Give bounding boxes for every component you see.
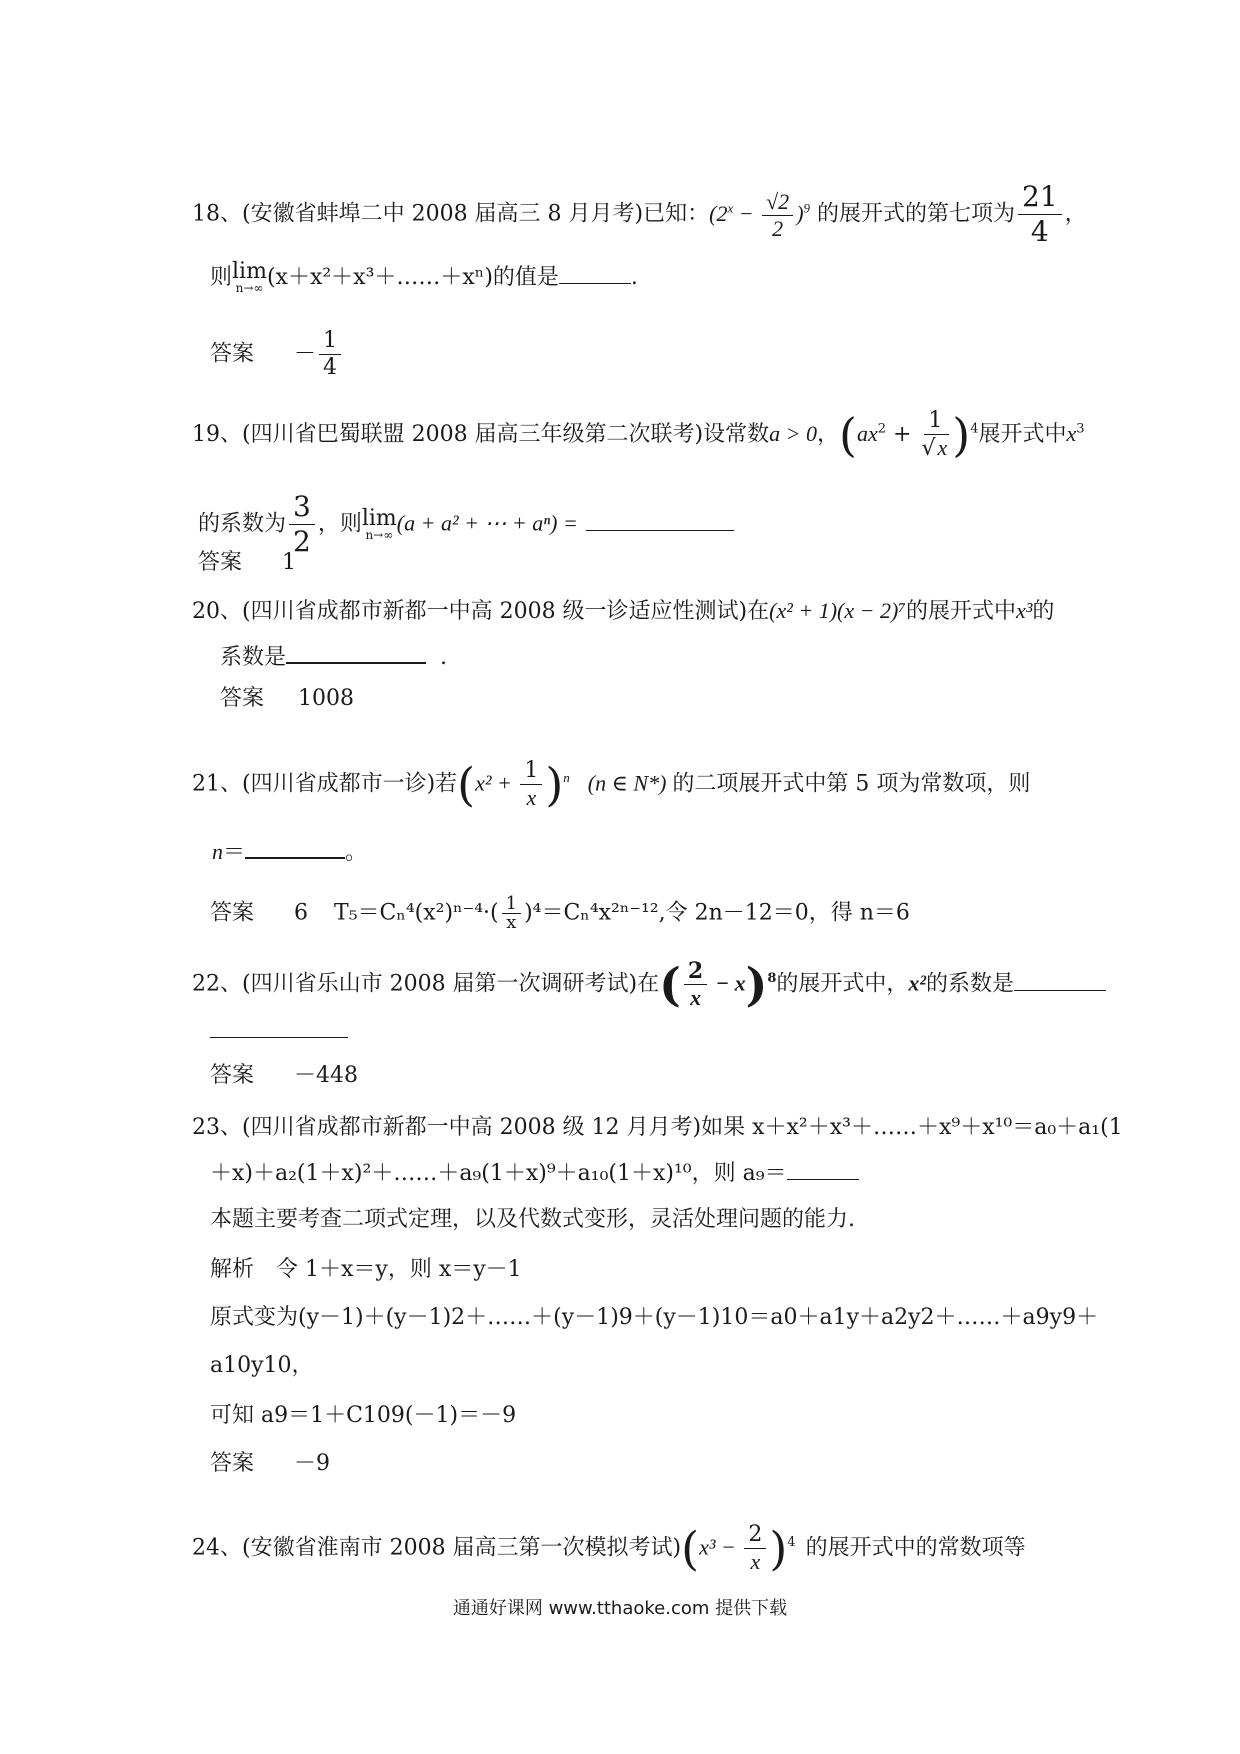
q19-answer-value: 1 <box>282 550 297 575</box>
q21-frac-den: x <box>526 785 537 810</box>
q21-answer-blank <box>245 857 345 859</box>
q20-line1 <box>192 597 1054 626</box>
q19-line2-pre: 的系数为 <box>198 511 287 537</box>
q22-pow: 8 <box>767 971 777 987</box>
q24-expr-x3: x³ − <box>699 1534 742 1560</box>
q18-expr-close: ) <box>796 200 804 226</box>
q20-line2-text: 系数是 <box>220 645 287 670</box>
q19-answer <box>198 549 296 577</box>
q23-answer-value: －9 <box>294 1451 331 1476</box>
q21-pow: n <box>563 770 570 786</box>
q18-frac-den: 2 <box>772 215 784 241</box>
q19-condition: a > 0 <box>769 421 818 446</box>
q24-pow: 4 <box>787 1535 796 1551</box>
q18-term-value <box>1018 180 1062 249</box>
q19-line2-mid: ，则 <box>317 511 362 537</box>
q19-coef-num: 3 <box>289 490 315 525</box>
q24-source: 、(安徽省淮南市 2008 届高三第一次模拟考试) <box>220 1535 682 1561</box>
q18-line1 <box>192 180 1087 249</box>
q19-x3-pow: 3 <box>1076 421 1085 437</box>
q22-frac-2-x <box>684 958 707 1011</box>
q23-transform-1: 原式变为(y－1)＋(y－1)2＋……＋(y－1)9＋(y－1)10＝a0＋a1y＋a2y2＋……＋a9y9＋ <box>210 1305 1099 1330</box>
q21-paren-open: ( <box>457 757 476 812</box>
q21-line2-n: n <box>212 839 223 864</box>
q19-limit <box>361 505 397 542</box>
q19-expr-ax: ax <box>856 421 878 446</box>
q21-answer-expl-a: T₅＝Cₙ⁴(x²)ⁿ⁻⁴·( <box>334 900 499 926</box>
q18-ans-den: 4 <box>323 355 338 380</box>
q22-line2 <box>210 1018 348 1046</box>
q22-answer-blank-2 <box>210 1037 348 1038</box>
q20-number: 20 <box>192 599 220 624</box>
q21-expr-x2: x² + <box>475 770 518 796</box>
q23-analysis-label: 解析 <box>210 1257 255 1282</box>
q18-lim-top: lim <box>232 259 267 284</box>
q22-answer-label: 答案 <box>210 1063 255 1088</box>
q23-analysis-text: 令 1＋x＝y，则 x＝y－1 <box>276 1257 522 1282</box>
q21-mid: 的二项展开式中第 5 项为常数项，则 <box>672 771 1031 797</box>
q18-answer-label: 答案 <box>210 341 255 367</box>
q24-line1 <box>192 1522 1026 1575</box>
q21-line2-end: 。 <box>345 840 368 865</box>
q19-lim-top: lim <box>361 505 397 531</box>
q18-answer-sign: － <box>294 341 317 367</box>
q22-answer-value: －448 <box>294 1063 359 1088</box>
q19-source: 、(四川省巴蜀联盟 2008 届高三年级第二次联考)设常数 <box>220 422 770 447</box>
q22-paren-open: ( <box>659 957 681 1012</box>
q24-end: 的展开式中的常数项等 <box>805 1535 1026 1561</box>
q21-answer-frac-den: x <box>506 912 517 933</box>
q21-line2 <box>212 838 367 867</box>
q19-sqrt: √x <box>921 435 948 461</box>
q22-frac-num: 2 <box>684 958 707 985</box>
q23-answer-blank <box>787 1179 859 1180</box>
q18-line2-end: . <box>630 265 638 290</box>
q18-line2 <box>210 259 638 295</box>
q19-mid: 展开式中 <box>978 422 1067 447</box>
q20-answer-blank <box>286 662 426 664</box>
q18-limit <box>232 259 267 295</box>
page-footer: 通通好课网 www.tthaoke.com 提供下载 <box>452 1598 788 1619</box>
q24-paren-open: ( <box>681 1521 700 1576</box>
q19-comma: ， <box>817 422 840 447</box>
q19-line1 <box>192 408 1085 462</box>
q19-x3: x <box>1066 421 1077 446</box>
q22-paren-close: ) <box>745 957 768 1012</box>
q23-analysis <box>210 1256 522 1284</box>
q21-answer <box>210 895 910 932</box>
q18-expr-pow: 9 <box>803 200 811 216</box>
q23-conclusion: 可知 a9＝1＋C109(－1)＝－9 <box>210 1403 517 1428</box>
q18-answer-blank <box>559 283 631 284</box>
q18-expr-exp: x <box>727 200 734 216</box>
q21-answer-expl-b: )⁴＝Cₙ⁴x²ⁿ⁻¹²,令 2n－12＝0，得 n＝6 <box>524 900 910 926</box>
q19-answer-label: 答案 <box>198 550 243 575</box>
q22-x2: x² <box>908 970 927 996</box>
q18-val-num: 21 <box>1018 180 1062 215</box>
q20-line2 <box>220 644 447 672</box>
q23-answer-label: 答案 <box>210 1451 255 1476</box>
q21-condition: (n ∈ N*) <box>587 770 667 796</box>
q23-line2 <box>210 1160 859 1188</box>
q24-frac-2-x <box>744 1522 766 1575</box>
q22-minus-x: − x <box>710 970 746 996</box>
q19-number: 19 <box>192 422 220 447</box>
q19-frac-1-sqrtx <box>921 408 949 462</box>
q20-end: 的 <box>1032 599 1055 624</box>
q20-source: 、(四川省成都市新都一中高 2008 级一诊适应性测试)在 <box>220 599 770 624</box>
q18-sqrt2-over-2 <box>762 189 793 242</box>
q23-transform-2: a10y10， <box>210 1353 314 1378</box>
q22-answer-blank-1 <box>1014 990 1106 991</box>
q19-paren-close: ) <box>952 408 971 462</box>
q20-x3: x³ <box>1015 598 1033 623</box>
q18-ans-num: 1 <box>319 328 341 355</box>
q24-paren-close: ) <box>769 1521 788 1576</box>
q21-line1 <box>192 758 1030 811</box>
q19-frac-den: x <box>937 435 948 460</box>
q23-answer <box>210 1450 330 1478</box>
q18-source: 、(安徽省蚌埠二中 2008 届高三 8 月月考)已知： <box>220 201 710 227</box>
q21-answer-value: 6 <box>294 900 309 926</box>
q21-frac-num: 1 <box>520 758 542 785</box>
q24-number: 24 <box>192 1535 220 1561</box>
q22-source: 、(四川省乐山市 2008 届第一次调研考试)在 <box>220 971 660 997</box>
q19-paren-open: ( <box>839 408 857 462</box>
q21-answer-frac <box>502 895 521 932</box>
q20-answer <box>220 685 354 713</box>
q18-frac-num: √2 <box>762 189 793 216</box>
q18-lim-bot: n→∞ <box>235 281 264 295</box>
q23-line2-text: ＋x)＋a₂(1＋x)²＋……＋a₉(1＋x)⁹＋a₁₀(1＋x)¹⁰，则 a₉＝ <box>210 1161 787 1186</box>
q22-end: 的系数是 <box>926 971 1015 997</box>
q22-answer <box>210 1062 358 1090</box>
q23-number: 23 <box>192 1115 220 1140</box>
q19-expr-ax-pow: 2 <box>877 421 887 437</box>
q21-answer-frac-num: 1 <box>502 895 521 914</box>
q22-frac-den: x <box>690 985 702 1010</box>
q20-mid: 的展开式中 <box>905 599 1016 624</box>
q18-expr <box>709 188 811 241</box>
q22-mid: 的展开式中， <box>776 971 909 997</box>
q23-line1-text: 、(四川省成都市新都一中高 2008 级 12 月月考)如果 x＋x²＋x³＋……＋x⁹＋x¹⁰＝a₀＋a₁(1 <box>220 1115 1123 1140</box>
q23-line1 <box>192 1114 1123 1142</box>
q18-mid: 的展开式的第七项为 <box>810 201 1016 227</box>
q19-lim-bot: n→∞ <box>365 527 394 542</box>
q24-frac-den: x <box>750 1549 761 1574</box>
q18-expr-open: (2 <box>709 200 728 226</box>
q20-line2-end: . <box>440 645 448 670</box>
q18-val-den: 4 <box>1030 215 1049 248</box>
q24-frac-num: 2 <box>744 1522 766 1549</box>
q18-number: 18 <box>192 201 220 227</box>
q21-number: 21 <box>192 771 220 797</box>
q19-line2-expr: (a + a² + ⋯ + aⁿ) = <box>396 510 578 536</box>
q18-expr-minus: − <box>733 200 760 226</box>
q22-line1 <box>192 958 1106 1011</box>
q22-number: 22 <box>192 971 220 997</box>
q21-paren-close: ) <box>545 757 564 812</box>
q19-coef-den: 2 <box>293 525 311 558</box>
q18-line2-expr: (x＋x²＋x³＋……＋xⁿ)的值是 <box>266 265 559 290</box>
q18-end: ， <box>1064 201 1087 227</box>
q20-answer-label: 答案 <box>220 686 265 711</box>
q18-line2-pre: 则 <box>210 265 233 290</box>
q19-answer-blank <box>586 530 734 531</box>
q21-line2-eq: ＝ <box>223 840 246 865</box>
q21-source: 、(四川省成都市一诊)若 <box>220 771 458 797</box>
q20-expr: (x² + 1)(x − 2)⁷ <box>769 598 906 623</box>
q19-pow: 4 <box>970 421 979 437</box>
q19-expr-plus: + <box>886 422 919 447</box>
q23-note: 本题主要考查二项式定理，以及代数式变形，灵活处理问题的能力. <box>210 1207 855 1232</box>
q19-frac-num: 1 <box>924 408 946 435</box>
q20-answer-value: 1008 <box>298 686 355 711</box>
q18-answer-frac <box>319 328 341 381</box>
q21-frac-1-x <box>520 758 542 811</box>
q18-answer <box>210 328 344 381</box>
q21-answer-label: 答案 <box>210 900 255 926</box>
